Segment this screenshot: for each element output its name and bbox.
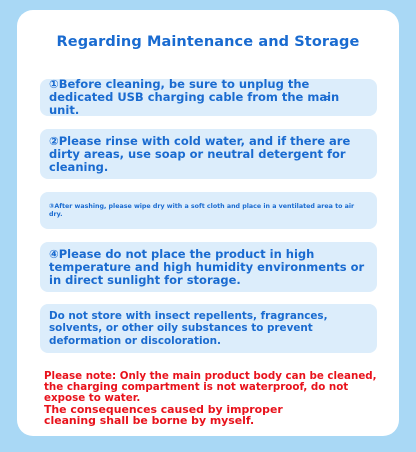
instruction-item-3 (40, 192, 377, 229)
instruction-text-4: ④Please do not place the product in high temperature and high humidity environments or in direct sunlight for storage. (49, 246, 365, 287)
instruction-item-4 (40, 242, 377, 292)
instruction-item-2 (40, 129, 377, 179)
warning-note (44, 371, 384, 426)
warning-note-line-1: Please note: Only the main product body can be cleaned, the charging compartment is not waterproof, do not expose to water. (44, 370, 377, 404)
warning-note-line-3: cleaning shall be borne by myself. (44, 414, 255, 427)
warning-note-line-2: The consequences caused by improper (44, 403, 283, 416)
small-circle-mark (325, 96, 329, 100)
instruction-text-1: ①Before cleaning, be sure to unplug the dedicated USB charging cable from the main unit. (49, 77, 340, 117)
page-title: Regarding Maintenance and Storage (56, 34, 360, 50)
instruction-text-3: ③After washing, please wipe dry with a soft cloth and place in a ventilated area to air dry. (49, 202, 355, 218)
instruction-card (17, 10, 399, 436)
instruction-text-2: ②Please rinse with cold water, and if there are dirty areas, use soap or neutral detergent for cleaning. (49, 133, 351, 174)
instruction-text-5: Do not store with insect repellents, fragrances, solvents, or other oily substances to prevent deformation or discoloration. (49, 309, 328, 347)
instruction-item-5 (40, 304, 377, 353)
